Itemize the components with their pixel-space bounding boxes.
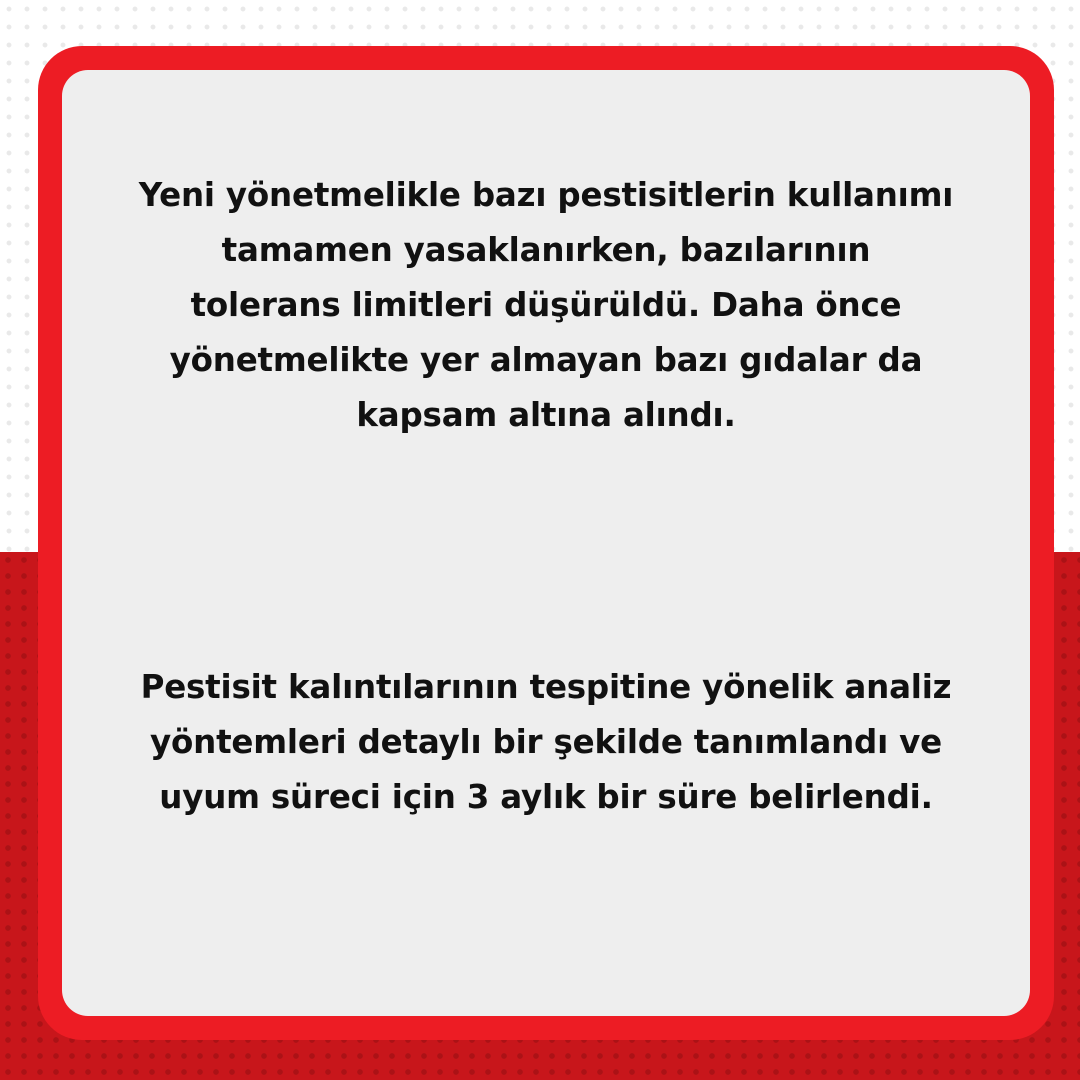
text-line: tamamen yasaklanırken, bazılarının xyxy=(221,231,871,269)
text-line: tolerans limitleri düşürüldü. Daha önce xyxy=(190,286,902,324)
text-line: Pestisit kalıntılarının tespitine yönelik analiz xyxy=(140,668,952,706)
text-line: kapsam altına alındı. xyxy=(356,396,736,434)
text-line: yönetmelikte yer almayan bazı gıdalar da xyxy=(169,341,923,379)
text-line: yöntemleri detaylı bir şekilde tanımlandı ve xyxy=(150,723,942,761)
paragraph-analysis-methods xyxy=(82,660,1010,825)
text-line: uyum süreci için 3 aylık bir süre belirlendi. xyxy=(159,778,933,816)
text-line: Yeni yönetmelikle bazı pestisitlerin kullanımı xyxy=(138,176,954,214)
text-card xyxy=(62,70,1030,1016)
red-card-frame xyxy=(38,46,1054,1040)
paragraph-regulation-changes xyxy=(82,168,1010,443)
